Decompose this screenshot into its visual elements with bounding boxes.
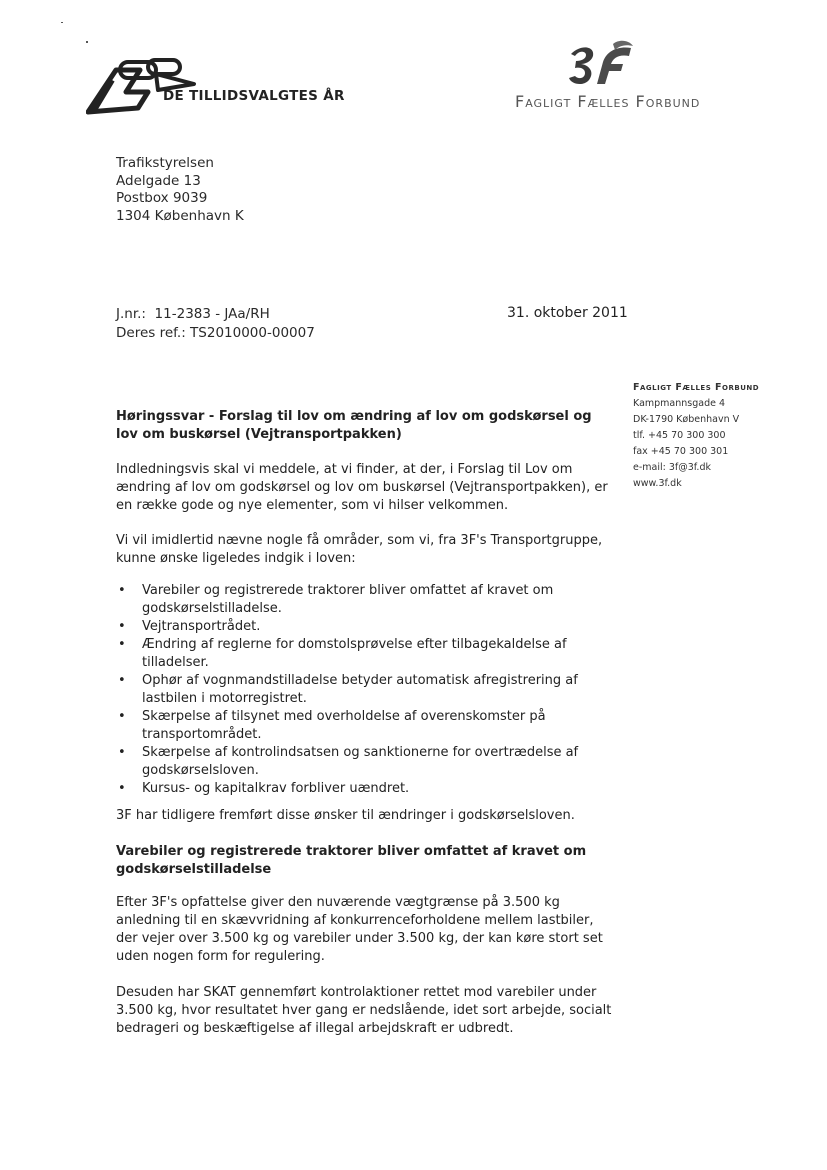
sender-info xyxy=(633,380,759,492)
letter-date: 31. oktober 2011 xyxy=(507,305,628,321)
bullet-list xyxy=(116,582,596,798)
journal-number: J.nr.: 11-2383 - JAa/RH xyxy=(116,306,270,322)
section-heading-block xyxy=(116,843,612,879)
tillidsvalgtes-logo xyxy=(86,50,346,120)
sender-line: DK-1790 København V xyxy=(633,414,740,425)
scan-speck xyxy=(61,22,63,23)
para5-block xyxy=(116,984,612,1038)
sender-org: Fagligt Fælles Forbund xyxy=(633,382,760,393)
intro-block xyxy=(116,461,612,515)
3f-logo xyxy=(515,40,745,115)
address-line: Trafikstyrelsen xyxy=(116,155,214,171)
3f-logo-icon xyxy=(567,40,637,90)
scan-speck xyxy=(86,41,88,43)
sender-line: tlf. +45 70 300 300 xyxy=(633,430,726,441)
address-line: Adelgade 13 xyxy=(116,172,201,189)
recipient-address xyxy=(116,155,244,225)
previous-wishes-paragraph: 3F har tidligere fremført disse ønsker til ændringer i godskørselsloven. xyxy=(116,808,575,823)
list-item: • Varebiler og registrerede traktorer bliver omfattet af kravet om godskørselstilladelse. xyxy=(116,582,596,618)
list-item: • Ophør af vognmandstilladelse betyder automatisk afregistrering af lastbilen i motorregistret. xyxy=(116,672,596,708)
list-item: • Kursus- og kapitalkrav forbliver uændret. xyxy=(116,780,596,798)
sender-line: Kampmannsgade 4 xyxy=(633,398,726,409)
left-logo-text: DE TILLIDSVALGTES ÅR xyxy=(163,88,345,104)
list-item: • Skærpelse af kontrolindsatsen og sanktionerne for overtrædelse af godskørselsloven. xyxy=(116,744,596,780)
list-item: • Skærpelse af tilsynet med overholdelse af overenskomster på transportområdet. xyxy=(116,708,596,744)
para2-block xyxy=(116,532,612,568)
address-line: Postbox 9039 xyxy=(116,190,208,206)
bullet-list-block xyxy=(116,582,596,798)
skat-paragraph: Desuden har SKAT gennemført kontrolaktioner rettet mod varebiler under 3.500 kg, hvor resultatet hver gang er nedslående, idet sort arbejde, socialt bedrageri og beskæftigelse af illegal arbejdskraft er udbredt. xyxy=(116,985,612,1036)
sender-email: e-mail: 3f@3f.dk xyxy=(633,462,711,473)
intro-paragraph: Indledningsvis skal vi meddele, at vi finder, at der, i Forslag til Lov om ændring af lov om godskørsel og lov om buskørsel (Vejtransportpakken), er en række gode og nye elementer, som vi hilser velkommen. xyxy=(116,462,608,513)
reference-block xyxy=(116,305,315,342)
letter-subject-block xyxy=(116,408,612,444)
weight-limit-paragraph: Efter 3F's opfattelse giver den nuværende vægtgrænse på 3.500 kg anledning til en skævvridning af konkurrenceforholdene mellem lastbiler, der vejer over 3.500 kg og varebiler under 3.500 kg, der kan køre stort set uden nogen form for regulering. xyxy=(116,895,603,964)
their-reference: Deres ref.: TS2010000-00007 xyxy=(116,324,315,341)
list-item: • Ændring af reglerne for domstolsprøvelse efter tilbagekaldelse af tilladelser. xyxy=(116,636,596,672)
sender-website: www.3f.dk xyxy=(633,478,682,489)
para4-block xyxy=(116,894,612,966)
areas-intro-paragraph: Vi vil imidlertid nævne nogle få områder, som vi, fra 3F's Transportgruppe, kunne ønske ligeledes indgik i loven: xyxy=(116,533,603,566)
address-line: 1304 København K xyxy=(116,207,244,224)
para3-block xyxy=(116,807,612,825)
letter-subject: Høringssvar - Forslag til lov om ændring af lov om godskørsel og lov om buskørsel (Vejtransportpakken) xyxy=(116,409,592,442)
section-heading: Varebiler og registrerede traktorer bliver omfattet af kravet om godskørselstilladelse xyxy=(116,844,587,877)
list-item: • Vejtransportrådet. xyxy=(116,618,596,636)
sender-line: fax +45 70 300 301 xyxy=(633,446,729,457)
right-logo-text: Fagligt Fælles Forbund xyxy=(515,92,701,111)
tillidsvalgtes-logo-icon xyxy=(86,50,206,120)
